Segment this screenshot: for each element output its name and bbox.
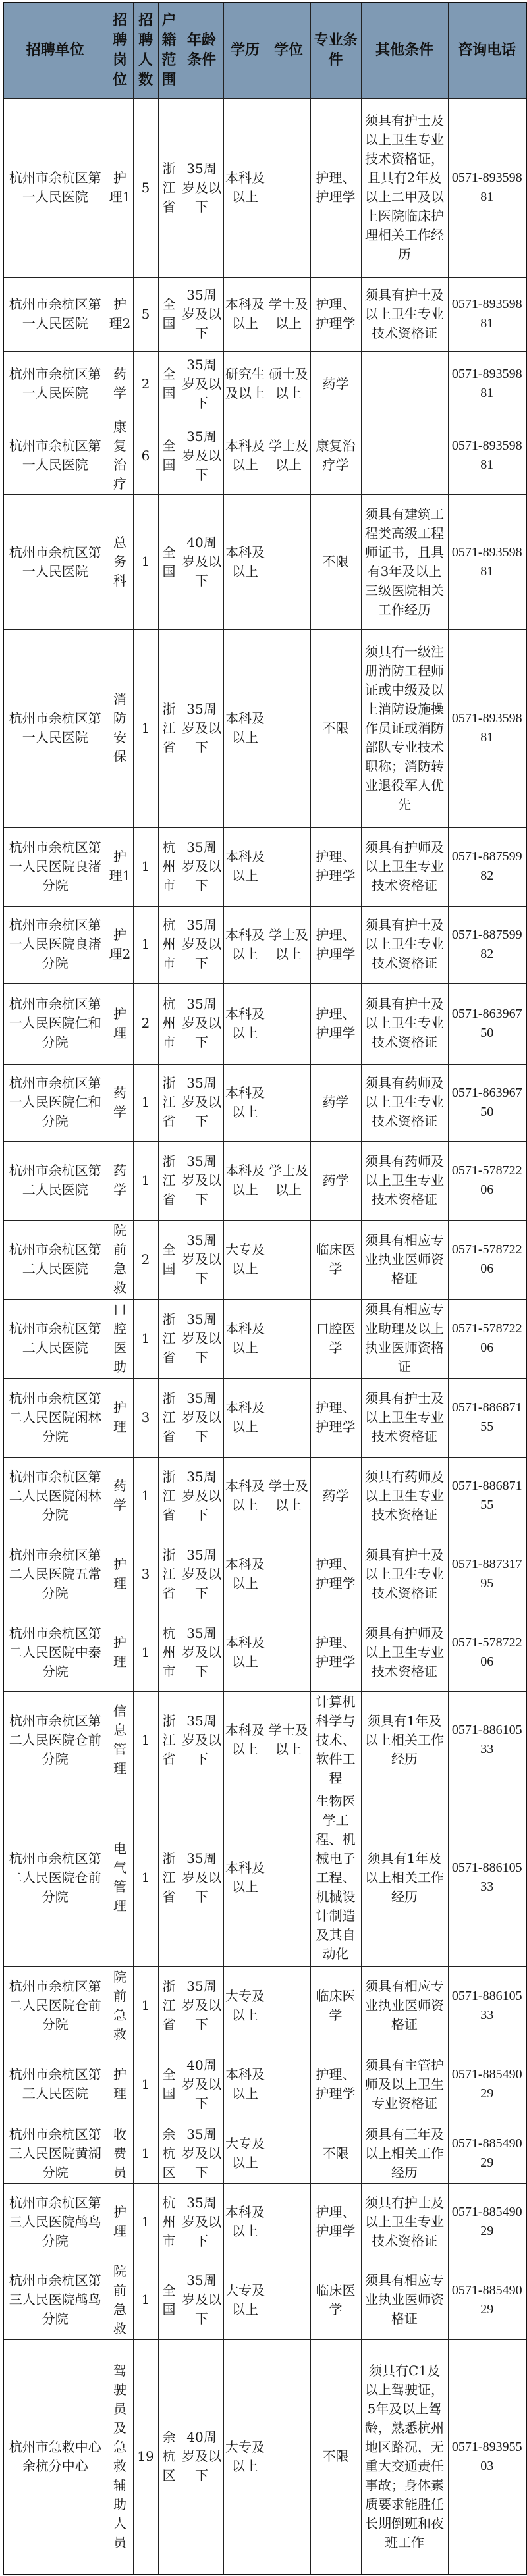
post-cell: 院前急救 bbox=[107, 1220, 133, 1299]
degree-cell: 学士及以上 bbox=[267, 1141, 310, 1220]
other-conditions-cell: 须具有药师及以上卫生专业技术资格证 bbox=[361, 1457, 448, 1535]
post-cell: 护理 bbox=[107, 983, 133, 1064]
phone-cell: 0571-89359881 bbox=[448, 351, 526, 417]
major-cell: 临床医学 bbox=[310, 1966, 361, 2045]
age-cell: 40周岁及以下 bbox=[180, 2045, 223, 2124]
major-cell: 不限 bbox=[310, 2339, 361, 2575]
table-row bbox=[3, 98, 526, 277]
header-major: 专业条件 bbox=[310, 3, 361, 98]
education-cell: 研究生及以上 bbox=[223, 351, 267, 417]
post-cell: 护理 bbox=[107, 2045, 133, 2124]
unit-cell: 杭州市余杭区第二人民医院仓前分院 bbox=[3, 1691, 107, 1789]
other-conditions-cell: 须具有1年及以上相关工作经历 bbox=[361, 1691, 448, 1789]
education-cell: 本科及以上 bbox=[223, 1535, 267, 1614]
degree-cell bbox=[267, 2261, 310, 2339]
post-cell: 电气管理 bbox=[107, 1789, 133, 1966]
post-cell: 护理 bbox=[107, 1378, 133, 1457]
count-cell: 5 bbox=[133, 277, 158, 351]
post-cell: 护理 bbox=[107, 1535, 133, 1614]
major-cell: 护理、护理学 bbox=[310, 98, 361, 277]
major-cell: 护理、护理学 bbox=[310, 1614, 361, 1691]
age-cell: 35周岁及以下 bbox=[180, 351, 223, 417]
other-conditions-cell: 须具有护士及以上卫生专业技术资格证 bbox=[361, 2183, 448, 2261]
other-conditions-cell: 须具有三年及以上相关工作经历 bbox=[361, 2124, 448, 2183]
table-row bbox=[3, 2261, 526, 2339]
post-cell: 护理1 bbox=[107, 98, 133, 277]
unit-cell: 杭州市余杭区第二人民医院闲林分院 bbox=[3, 1378, 107, 1457]
other-conditions-cell: 须具有护师及以上卫生专业技术资格证 bbox=[361, 827, 448, 906]
unit-cell: 杭州市余杭区第二人民医院五常分院 bbox=[3, 1535, 107, 1614]
phone-cell: 0571-88549029 bbox=[448, 2261, 526, 2339]
age-cell: 35周岁及以下 bbox=[180, 1299, 223, 1378]
other-conditions-cell bbox=[361, 351, 448, 417]
education-cell: 本科及以上 bbox=[223, 2045, 267, 2124]
table-row bbox=[3, 1378, 526, 1457]
other-conditions-cell: 须具有相应专业助理及以上执业医师资格证 bbox=[361, 1299, 448, 1378]
header-age: 年龄条件 bbox=[180, 3, 223, 98]
phone-cell: 0571-88759982 bbox=[448, 827, 526, 906]
degree-cell bbox=[267, 629, 310, 827]
count-cell: 1 bbox=[133, 629, 158, 827]
table-row bbox=[3, 1220, 526, 1299]
education-cell: 本科及以上 bbox=[223, 1789, 267, 1966]
count-cell: 1 bbox=[133, 1789, 158, 1966]
hukou-cell: 全国 bbox=[158, 2045, 180, 2124]
other-conditions-cell: 须具有护士及以上卫生专业技术资格证 bbox=[361, 906, 448, 983]
major-cell: 药学 bbox=[310, 1141, 361, 1220]
table-row bbox=[3, 1141, 526, 1220]
count-cell: 1 bbox=[133, 1141, 158, 1220]
education-cell: 本科及以上 bbox=[223, 277, 267, 351]
count-cell: 1 bbox=[133, 2045, 158, 2124]
count-cell: 1 bbox=[133, 1064, 158, 1141]
post-cell: 护理 bbox=[107, 1614, 133, 1691]
header-unit: 招聘单位 bbox=[3, 3, 107, 98]
phone-cell: 0571-88549029 bbox=[448, 2045, 526, 2124]
phone-cell: 0571-57872206 bbox=[448, 1299, 526, 1378]
degree-cell bbox=[267, 1535, 310, 1614]
phone-cell: 0571-88610533 bbox=[448, 1691, 526, 1789]
hukou-cell: 浙江省 bbox=[158, 1535, 180, 1614]
post-cell: 康复治疗 bbox=[107, 417, 133, 494]
hukou-cell: 全国 bbox=[158, 2261, 180, 2339]
major-cell: 护理、护理学 bbox=[310, 827, 361, 906]
count-cell: 1 bbox=[133, 2183, 158, 2261]
major-cell: 计算机科学与技术、软件工程 bbox=[310, 1691, 361, 1789]
other-conditions-cell: 须具有护士及以上卫生专业技术资格证 bbox=[361, 277, 448, 351]
table-row bbox=[3, 1457, 526, 1535]
header-other: 其他条件 bbox=[361, 3, 448, 98]
recruitment-table bbox=[3, 2, 527, 2575]
count-cell: 3 bbox=[133, 1378, 158, 1457]
post-cell: 药学 bbox=[107, 1141, 133, 1220]
other-conditions-cell: 须具有相应专业执业医师资格证 bbox=[361, 2261, 448, 2339]
major-cell: 口腔医学 bbox=[310, 1299, 361, 1378]
degree-cell: 硕士及以上 bbox=[267, 351, 310, 417]
unit-cell: 杭州市余杭区第三人民医院鸬鸟分院 bbox=[3, 2261, 107, 2339]
degree-cell bbox=[267, 2045, 310, 2124]
education-cell: 本科及以上 bbox=[223, 827, 267, 906]
post-cell: 护理1 bbox=[107, 827, 133, 906]
hukou-cell: 浙江省 bbox=[158, 1457, 180, 1535]
unit-cell: 杭州市余杭区第二人民医院 bbox=[3, 1141, 107, 1220]
table-row bbox=[3, 2339, 526, 2575]
count-cell: 1 bbox=[133, 1614, 158, 1691]
post-cell: 护理 bbox=[107, 2183, 133, 2261]
phone-cell: 0571-89359881 bbox=[448, 629, 526, 827]
major-cell: 临床医学 bbox=[310, 2261, 361, 2339]
count-cell: 2 bbox=[133, 983, 158, 1064]
post-cell: 信息管理 bbox=[107, 1691, 133, 1789]
education-cell: 本科及以上 bbox=[223, 1457, 267, 1535]
count-cell: 5 bbox=[133, 98, 158, 277]
hukou-cell: 浙江省 bbox=[158, 1691, 180, 1789]
unit-cell: 杭州市余杭区第二人民医院仓前分院 bbox=[3, 1789, 107, 1966]
unit-cell: 杭州市余杭区第二人民医院中泰分院 bbox=[3, 1614, 107, 1691]
table-row bbox=[3, 2183, 526, 2261]
major-cell: 护理、护理学 bbox=[310, 1535, 361, 1614]
hukou-cell: 余杭区 bbox=[158, 2124, 180, 2183]
other-conditions-cell: 须具有护士及以上卫生专业技术资格证，且具有2年及以上二甲及以上医院临床护理相关工作经历 bbox=[361, 98, 448, 277]
header-post: 招聘岗位 bbox=[107, 3, 133, 98]
age-cell: 35周岁及以下 bbox=[180, 1457, 223, 1535]
education-cell: 大专及以上 bbox=[223, 1220, 267, 1299]
phone-cell: 0571-86396750 bbox=[448, 1064, 526, 1141]
unit-cell: 杭州市余杭区第二人民医院仓前分院 bbox=[3, 1966, 107, 2045]
age-cell: 35周岁及以下 bbox=[180, 827, 223, 906]
unit-cell: 杭州市余杭区第一人民医院仁和分院 bbox=[3, 1064, 107, 1141]
major-cell: 药学 bbox=[310, 1064, 361, 1141]
table-row bbox=[3, 629, 526, 827]
hukou-cell: 杭州市 bbox=[158, 2183, 180, 2261]
unit-cell: 杭州市余杭区第二人民医院闲林分院 bbox=[3, 1457, 107, 1535]
count-cell: 1 bbox=[133, 906, 158, 983]
unit-cell: 杭州市余杭区第一人民医院良渚分院 bbox=[3, 827, 107, 906]
hukou-cell: 全国 bbox=[158, 351, 180, 417]
unit-cell: 杭州市余杭区第三人民医院 bbox=[3, 2045, 107, 2124]
age-cell: 40周岁及以下 bbox=[180, 2339, 223, 2575]
age-cell: 35周岁及以下 bbox=[180, 1789, 223, 1966]
unit-cell: 杭州市余杭区第一人民医院仁和分院 bbox=[3, 983, 107, 1064]
phone-cell: 0571-57872206 bbox=[448, 1141, 526, 1220]
degree-cell bbox=[267, 2183, 310, 2261]
hukou-cell: 浙江省 bbox=[158, 1064, 180, 1141]
major-cell: 康复治疗学 bbox=[310, 417, 361, 494]
count-cell: 2 bbox=[133, 351, 158, 417]
unit-cell: 杭州市余杭区第一人民医院 bbox=[3, 277, 107, 351]
table-row bbox=[3, 2045, 526, 2124]
post-cell: 驾驶员及急救辅助人员 bbox=[107, 2339, 133, 2575]
other-conditions-cell: 须具有一级注册消防工程师证或中级及以上消防设施操作员证或消防部队专业技术职称；消防转业退役军人优先 bbox=[361, 629, 448, 827]
table-body bbox=[3, 98, 526, 2575]
hukou-cell: 杭州市 bbox=[158, 906, 180, 983]
other-conditions-cell: 须具有1年及以上相关工作经历 bbox=[361, 1789, 448, 1966]
phone-cell: 0571-57872206 bbox=[448, 1220, 526, 1299]
age-cell: 35周岁及以下 bbox=[180, 1378, 223, 1457]
degree-cell bbox=[267, 1064, 310, 1141]
phone-cell: 0571-88759982 bbox=[448, 906, 526, 983]
phone-cell: 0571-89395503 bbox=[448, 2339, 526, 2575]
other-conditions-cell: 须具有护士及以上卫生专业技术资格证 bbox=[361, 983, 448, 1064]
phone-cell: 0571-88549029 bbox=[448, 2124, 526, 2183]
education-cell: 本科及以上 bbox=[223, 983, 267, 1064]
degree-cell bbox=[267, 1966, 310, 2045]
table-row bbox=[3, 983, 526, 1064]
table-row bbox=[3, 2124, 526, 2183]
count-cell: 1 bbox=[133, 2124, 158, 2183]
education-cell: 本科及以上 bbox=[223, 98, 267, 277]
unit-cell: 杭州市急救中心余杭分中心 bbox=[3, 2339, 107, 2575]
major-cell: 不限 bbox=[310, 629, 361, 827]
hukou-cell: 浙江省 bbox=[158, 629, 180, 827]
table-row bbox=[3, 906, 526, 983]
age-cell: 35周岁及以下 bbox=[180, 98, 223, 277]
other-conditions-cell: 须具有相应专业执业医师资格证 bbox=[361, 1220, 448, 1299]
major-cell: 护理、护理学 bbox=[310, 906, 361, 983]
education-cell: 本科及以上 bbox=[223, 629, 267, 827]
unit-cell: 杭州市余杭区第一人民医院 bbox=[3, 629, 107, 827]
unit-cell: 杭州市余杭区第二人民医院 bbox=[3, 1299, 107, 1378]
degree-cell bbox=[267, 98, 310, 277]
other-conditions-cell: 须具有建筑工程类高级工程师证书，且具有3年及以上三级医院相关工作经历 bbox=[361, 494, 448, 629]
major-cell: 临床医学 bbox=[310, 1220, 361, 1299]
header-hukou: 户籍范围 bbox=[158, 3, 180, 98]
age-cell: 35周岁及以下 bbox=[180, 1535, 223, 1614]
degree-cell: 学士及以上 bbox=[267, 417, 310, 494]
education-cell: 本科及以上 bbox=[223, 417, 267, 494]
unit-cell: 杭州市余杭区第一人民医院 bbox=[3, 494, 107, 629]
major-cell: 护理、护理学 bbox=[310, 1378, 361, 1457]
table-row bbox=[3, 1614, 526, 1691]
post-cell: 药学 bbox=[107, 1064, 133, 1141]
post-cell: 总务科 bbox=[107, 494, 133, 629]
major-cell: 不限 bbox=[310, 494, 361, 629]
hukou-cell: 浙江省 bbox=[158, 1378, 180, 1457]
count-cell: 2 bbox=[133, 1220, 158, 1299]
degree-cell bbox=[267, 983, 310, 1064]
degree-cell: 学士及以上 bbox=[267, 277, 310, 351]
education-cell: 本科及以上 bbox=[223, 2183, 267, 2261]
post-cell: 药学 bbox=[107, 1457, 133, 1535]
education-cell: 大专及以上 bbox=[223, 2261, 267, 2339]
education-cell: 本科及以上 bbox=[223, 1064, 267, 1141]
education-cell: 本科及以上 bbox=[223, 494, 267, 629]
age-cell: 35周岁及以下 bbox=[180, 2183, 223, 2261]
table-row bbox=[3, 277, 526, 351]
header-education: 学历 bbox=[223, 3, 267, 98]
hukou-cell: 杭州市 bbox=[158, 1614, 180, 1691]
count-cell: 1 bbox=[133, 1966, 158, 2045]
degree-cell bbox=[267, 494, 310, 629]
phone-cell: 0571-89359881 bbox=[448, 417, 526, 494]
major-cell: 护理、护理学 bbox=[310, 2183, 361, 2261]
phone-cell: 0571-88731795 bbox=[448, 1535, 526, 1614]
post-cell: 收费员 bbox=[107, 2124, 133, 2183]
other-conditions-cell: 须具有药师及以上卫生专业技术资格证 bbox=[361, 1141, 448, 1220]
unit-cell: 杭州市余杭区第二人民医院 bbox=[3, 1220, 107, 1299]
education-cell: 大专及以上 bbox=[223, 1966, 267, 2045]
phone-cell: 0571-88610533 bbox=[448, 1966, 526, 2045]
education-cell: 本科及以上 bbox=[223, 1299, 267, 1378]
other-conditions-cell: 须具有相应专业执业医师资格证 bbox=[361, 1966, 448, 2045]
hukou-cell: 浙江省 bbox=[158, 1966, 180, 2045]
degree-cell: 学士及以上 bbox=[267, 1457, 310, 1535]
unit-cell: 杭州市余杭区第三人民医院黄湖分院 bbox=[3, 2124, 107, 2183]
age-cell: 35周岁及以下 bbox=[180, 1691, 223, 1789]
phone-cell: 0571-88687155 bbox=[448, 1457, 526, 1535]
table-row bbox=[3, 417, 526, 494]
other-conditions-cell: 须具有护士及以上卫生专业技术资格证 bbox=[361, 1535, 448, 1614]
major-cell: 护理、护理学 bbox=[310, 983, 361, 1064]
count-cell: 6 bbox=[133, 417, 158, 494]
table-row bbox=[3, 1299, 526, 1378]
count-cell: 19 bbox=[133, 2339, 158, 2575]
table-row bbox=[3, 1789, 526, 1966]
post-cell: 药学 bbox=[107, 351, 133, 417]
age-cell: 35周岁及以下 bbox=[180, 1220, 223, 1299]
hukou-cell: 余杭区 bbox=[158, 2339, 180, 2575]
hukou-cell: 浙江省 bbox=[158, 1789, 180, 1966]
age-cell: 35周岁及以下 bbox=[180, 906, 223, 983]
post-cell: 护理2 bbox=[107, 277, 133, 351]
major-cell: 药学 bbox=[310, 1457, 361, 1535]
education-cell: 本科及以上 bbox=[223, 1614, 267, 1691]
degree-cell bbox=[267, 2339, 310, 2575]
hukou-cell: 杭州市 bbox=[158, 827, 180, 906]
age-cell: 35周岁及以下 bbox=[180, 1614, 223, 1691]
degree-cell bbox=[267, 1299, 310, 1378]
unit-cell: 杭州市余杭区第一人民医院 bbox=[3, 351, 107, 417]
table-row bbox=[3, 494, 526, 629]
phone-cell: 0571-88610533 bbox=[448, 1789, 526, 1966]
phone-cell: 0571-57872206 bbox=[448, 1614, 526, 1691]
education-cell: 本科及以上 bbox=[223, 1378, 267, 1457]
hukou-cell: 杭州市 bbox=[158, 983, 180, 1064]
major-cell: 护理、护理学 bbox=[310, 277, 361, 351]
post-cell: 院前急救 bbox=[107, 2261, 133, 2339]
phone-cell: 0571-89359881 bbox=[448, 494, 526, 629]
table-row bbox=[3, 827, 526, 906]
education-cell: 本科及以上 bbox=[223, 1691, 267, 1789]
hukou-cell: 全国 bbox=[158, 417, 180, 494]
other-conditions-cell: 须具有药师及以上卫生专业技术资格证 bbox=[361, 1064, 448, 1141]
unit-cell: 杭州市余杭区第三人民医院鸬鸟分院 bbox=[3, 2183, 107, 2261]
post-cell: 院前急救 bbox=[107, 1966, 133, 2045]
other-conditions-cell: 须具有护师及以上卫生专业技术资格证 bbox=[361, 1614, 448, 1691]
count-cell: 1 bbox=[133, 827, 158, 906]
degree-cell: 学士及以上 bbox=[267, 1691, 310, 1789]
other-conditions-cell bbox=[361, 417, 448, 494]
major-cell: 护理、护理学 bbox=[310, 2045, 361, 2124]
table-row bbox=[3, 1966, 526, 2045]
degree-cell: 学士及以上 bbox=[267, 906, 310, 983]
post-cell: 消防安保 bbox=[107, 629, 133, 827]
unit-cell: 杭州市余杭区第一人民医院 bbox=[3, 98, 107, 277]
hukou-cell: 浙江省 bbox=[158, 1141, 180, 1220]
hukou-cell: 全国 bbox=[158, 494, 180, 629]
education-cell: 本科及以上 bbox=[223, 1141, 267, 1220]
education-cell: 本科及以上 bbox=[223, 906, 267, 983]
degree-cell bbox=[267, 2124, 310, 2183]
phone-cell: 0571-88549029 bbox=[448, 2183, 526, 2261]
degree-cell bbox=[267, 1614, 310, 1691]
age-cell: 35周岁及以下 bbox=[180, 1064, 223, 1141]
hukou-cell: 浙江省 bbox=[158, 98, 180, 277]
age-cell: 35周岁及以下 bbox=[180, 2124, 223, 2183]
age-cell: 35周岁及以下 bbox=[180, 2261, 223, 2339]
count-cell: 3 bbox=[133, 1535, 158, 1614]
other-conditions-cell: 须具有护士及以上卫生专业技术资格证 bbox=[361, 1378, 448, 1457]
header-degree: 学位 bbox=[267, 3, 310, 98]
hukou-cell: 全国 bbox=[158, 1220, 180, 1299]
unit-cell: 杭州市余杭区第一人民医院 bbox=[3, 417, 107, 494]
degree-cell bbox=[267, 1789, 310, 1966]
header-count: 招聘人数 bbox=[133, 3, 158, 98]
hukou-cell: 全国 bbox=[158, 277, 180, 351]
count-cell: 1 bbox=[133, 1457, 158, 1535]
post-cell: 护理2 bbox=[107, 906, 133, 983]
age-cell: 40周岁及以下 bbox=[180, 494, 223, 629]
table-row bbox=[3, 1064, 526, 1141]
phone-cell: 0571-88687155 bbox=[448, 1378, 526, 1457]
count-cell: 1 bbox=[133, 1299, 158, 1378]
table-row bbox=[3, 351, 526, 417]
age-cell: 35周岁及以下 bbox=[180, 417, 223, 494]
age-cell: 35周岁及以下 bbox=[180, 1966, 223, 2045]
age-cell: 35周岁及以下 bbox=[180, 277, 223, 351]
major-cell: 不限 bbox=[310, 2124, 361, 2183]
count-cell: 1 bbox=[133, 494, 158, 629]
unit-cell: 杭州市余杭区第一人民医院良渚分院 bbox=[3, 906, 107, 983]
education-cell: 大专及以上 bbox=[223, 2339, 267, 2575]
degree-cell bbox=[267, 1220, 310, 1299]
count-cell: 1 bbox=[133, 2261, 158, 2339]
major-cell: 药学 bbox=[310, 351, 361, 417]
post-cell: 口腔医助 bbox=[107, 1299, 133, 1378]
phone-cell: 0571-89359881 bbox=[448, 277, 526, 351]
table-row bbox=[3, 1535, 526, 1614]
age-cell: 35周岁及以下 bbox=[180, 1141, 223, 1220]
count-cell: 1 bbox=[133, 1691, 158, 1789]
table-row bbox=[3, 1691, 526, 1789]
major-cell: 生物医学工程、机械电子工程、机械设计制造及其自动化 bbox=[310, 1789, 361, 1966]
other-conditions-cell: 须具有C1及以上驾驶证，5年及以上驾龄，熟悉杭州地区路况，无重大交通责任事故；身体素质要求能胜任长期倒班和夜班工作 bbox=[361, 2339, 448, 2575]
age-cell: 35周岁及以下 bbox=[180, 629, 223, 827]
header-phone: 咨询电话 bbox=[448, 3, 526, 98]
hukou-cell: 浙江省 bbox=[158, 1299, 180, 1378]
phone-cell: 0571-86396750 bbox=[448, 983, 526, 1064]
phone-cell: 0571-89359881 bbox=[448, 98, 526, 277]
education-cell: 大专及以上 bbox=[223, 2124, 267, 2183]
degree-cell bbox=[267, 827, 310, 906]
age-cell: 35周岁及以下 bbox=[180, 983, 223, 1064]
degree-cell bbox=[267, 1378, 310, 1457]
other-conditions-cell: 须具有主管护师及以上卫生专业资格证 bbox=[361, 2045, 448, 2124]
header-row bbox=[3, 3, 526, 98]
